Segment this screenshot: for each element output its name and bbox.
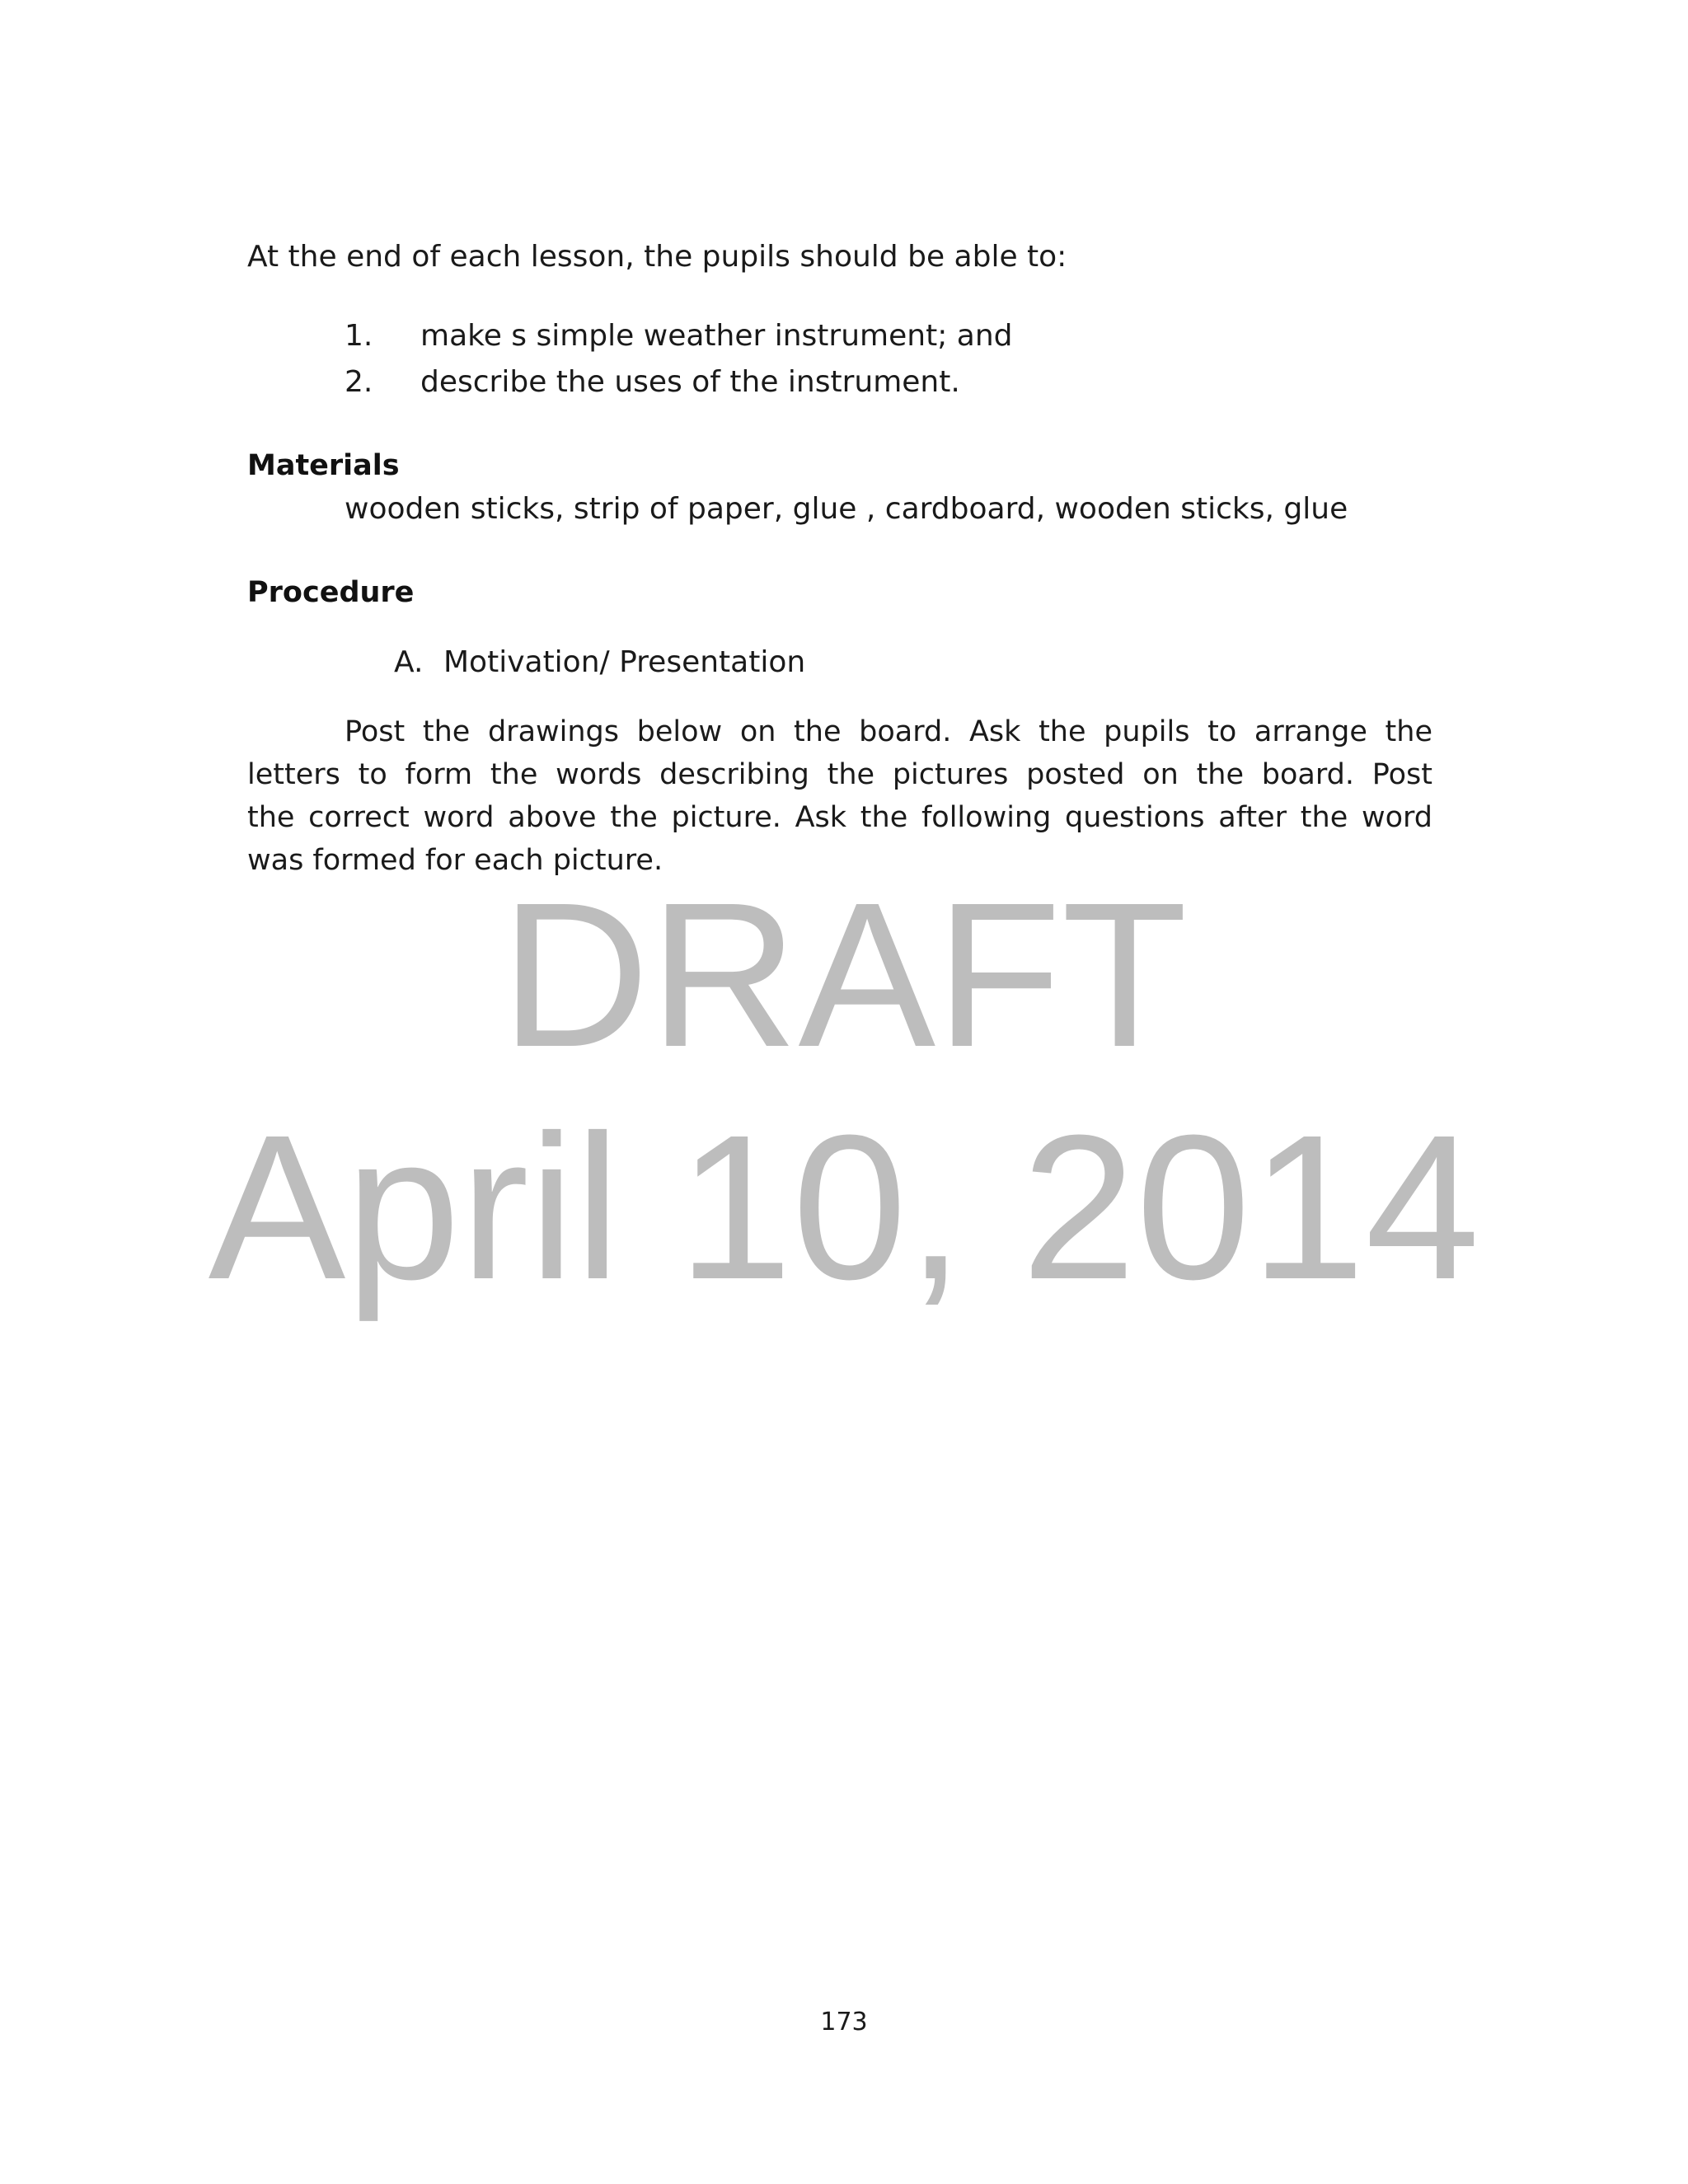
- paragraph-line: Post the drawings below on the board. Ask the pupils to arrange the: [345, 715, 1432, 748]
- paragraph-line: letters to form the words describing the pictures posted on the board. Post: [247, 758, 1432, 791]
- procedure-paragraph: [247, 710, 1432, 882]
- objectives-intro: At the end of each lesson, the pupils should be able to:: [247, 240, 1067, 274]
- date-watermark: April 10, 2014: [208, 1092, 1480, 1322]
- subsection-letter: A.: [394, 645, 424, 679]
- procedure-heading: Procedure: [247, 576, 415, 609]
- paragraph-line: the correct word above the picture. Ask the following questions after the word: [247, 801, 1432, 834]
- objective-number: 2.: [345, 365, 373, 399]
- subsection-title: Motivation/ Presentation: [443, 645, 806, 679]
- materials-heading: Materials: [247, 449, 400, 482]
- objective-number: 1.: [345, 319, 373, 353]
- objective-text: describe the uses of the instrument.: [420, 365, 960, 399]
- paragraph-line: was formed for each picture.: [247, 844, 663, 877]
- page-number: 173: [820, 2008, 868, 2036]
- materials-list: wooden sticks, strip of paper, glue , cardboard, wooden sticks, glue: [345, 492, 1348, 526]
- objective-text: make s simple weather instrument; and: [420, 319, 1013, 353]
- draft-watermark: DRAFT: [500, 860, 1188, 1090]
